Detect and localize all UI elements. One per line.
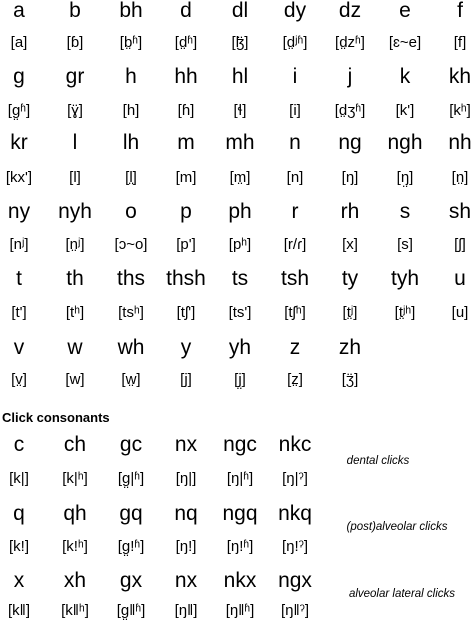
letter: gc (119, 433, 143, 456)
ipa-transcription: [l] (69, 169, 81, 186)
letter: u (454, 267, 466, 290)
ipa-row (0, 97, 474, 125)
ipa-transcription: [tʃ'] (176, 304, 196, 321)
ipa-transcription: [t̤ʲ] (342, 304, 358, 321)
ipa-transcription: [d̤zʱ] (335, 34, 365, 51)
letter: ch (63, 433, 87, 456)
ipa-transcription: [h] (122, 102, 140, 119)
letter: thsh (166, 267, 206, 290)
letter: th (66, 267, 84, 290)
letter-row (0, 0, 474, 25)
letter: s (399, 200, 411, 223)
dental-clicks-note: dental clicks (346, 455, 410, 467)
ipa-transcription: [ŋ|ʱ] (226, 470, 254, 487)
ipa-transcription: [ɮ̈] (231, 34, 249, 51)
letter: ngc (223, 433, 257, 456)
letter-row (0, 334, 474, 362)
letter: dy (283, 0, 307, 22)
ipa-transcription: [w̤] (121, 371, 141, 388)
letter: nh (448, 131, 472, 154)
letter: t (16, 267, 22, 290)
ipa-transcription: [p'] (176, 236, 196, 253)
letter: j (347, 65, 353, 88)
ipa-transcription: [z̤] (287, 371, 303, 388)
letter: q (13, 502, 25, 525)
ipa-transcription: [ts'] (228, 304, 252, 321)
ipa-transcription: [k!ʰ] (62, 538, 88, 555)
postalveolar-clicks-note: (post)alveolar clicks (346, 521, 448, 533)
ipa-transcription: [ŋ̤] (396, 169, 414, 186)
letter: g (13, 65, 25, 88)
letter: e (399, 0, 411, 22)
letter: n (289, 131, 301, 154)
letter: gq (119, 502, 143, 525)
ipa-transcription: [x] (342, 236, 358, 253)
letter: tsh (280, 267, 309, 290)
letter: yh (228, 336, 252, 359)
ipa-transcription: [n] (286, 169, 304, 186)
ipa-transcription: [u] (451, 304, 469, 321)
ipa-transcription: [n̤ʲ] (65, 236, 85, 253)
ipa-transcription: [r/ɾ] (283, 236, 307, 253)
letter: kh (448, 65, 472, 88)
letter: ts (231, 267, 249, 290)
letter: nq (174, 502, 198, 525)
ipa-transcription: [ɡ̤!ʱ] (117, 538, 145, 555)
letter: nyh (58, 200, 92, 223)
letter: f (457, 0, 463, 22)
letter: nkx (223, 569, 257, 592)
ipa-row (0, 29, 474, 57)
letter: mh (225, 131, 255, 154)
letter: p (180, 200, 192, 223)
ipa-transcription: [kx'] (5, 169, 33, 186)
ipa-row (0, 164, 474, 192)
letter: o (125, 200, 137, 223)
ipa-transcription: [ɣ̈] (67, 102, 83, 119)
ipa-transcription: [ɡ̤|ʱ] (117, 470, 145, 487)
ipa-transcription: [a] (10, 34, 28, 51)
letter: a (13, 0, 25, 22)
ipa-transcription: [k‖ʰ] (61, 602, 89, 619)
ipa-transcription: [tsʰ] (118, 304, 144, 321)
ipa-transcription: [ʃ] (454, 236, 466, 253)
letter: nx (174, 569, 198, 592)
letter: sh (448, 200, 472, 223)
letter: r (291, 200, 299, 223)
ipa-transcription: [d̤ʲʱ] (282, 34, 308, 51)
letter: b (69, 0, 81, 22)
ipa-transcription: [ŋ] (341, 169, 359, 186)
ipa-transcription: [w] (65, 371, 85, 388)
ipa-transcription: [l̤] (125, 169, 137, 186)
letter: zh (338, 336, 362, 359)
ipa-row (0, 299, 474, 327)
letter: y (180, 336, 192, 359)
ipa-transcription: [tʃʰ] (284, 304, 306, 321)
letter: ng (338, 131, 362, 154)
letter: lh (122, 131, 140, 154)
letter: ngx (278, 569, 312, 592)
letter: rh (340, 200, 360, 223)
letter: hl (231, 65, 249, 88)
ipa-transcription: [ŋ‖] (174, 602, 198, 619)
letter: v (13, 336, 25, 359)
click-consonants-heading: Click consonants (2, 410, 110, 425)
letter-row (0, 63, 474, 91)
letter-row (0, 265, 474, 293)
letter: d (180, 0, 192, 22)
letter: xh (63, 569, 87, 592)
letter: ths (116, 267, 145, 290)
ipa-transcription: [j] (180, 371, 192, 388)
ipa-transcription: [n̤] (451, 169, 469, 186)
ipa-transcription: [t'] (11, 304, 27, 321)
ipa-transcription: [ɦ] (177, 102, 195, 119)
letter: ngq (222, 502, 258, 525)
ipa-transcription: [v̤] (11, 371, 27, 388)
letter-row (0, 198, 474, 226)
ipa-transcription: [ɡ̤‖ʱ] (116, 602, 146, 619)
letter: ngh (387, 131, 423, 154)
ipa-transcription: [k!] (8, 538, 29, 555)
click-ipa-row (0, 533, 474, 561)
ipa-transcription: [m̤] (229, 169, 251, 186)
ipa-transcription: [tʰ] (65, 304, 85, 321)
letter: w (67, 336, 83, 359)
ipa-transcription: [ŋ!ˀ] (281, 538, 309, 555)
ipa-transcription: [k|] (9, 470, 29, 487)
letter: kr (10, 131, 28, 154)
letter: dl (231, 0, 249, 22)
ipa-transcription: [d̤ʒʱ] (334, 102, 366, 119)
letter: m (177, 131, 195, 154)
ipa-transcription: [nʲ] (9, 236, 29, 253)
letter: k (399, 65, 411, 88)
ipa-transcription: [k'] (395, 102, 415, 119)
ipa-transcription: [g̤ʱ] (7, 102, 31, 119)
letter: hh (174, 65, 198, 88)
letter: nkq (278, 502, 312, 525)
ipa-transcription: [ɓ] (66, 34, 84, 51)
ipa-transcription: [ŋ‖ˀ] (280, 602, 310, 619)
ipa-transcription: [ʒ̈] (341, 371, 359, 388)
letter-row (0, 129, 474, 157)
lateral-clicks-note: alveolar lateral clicks (348, 588, 456, 600)
letter: dz (338, 0, 362, 22)
letter: ph (228, 200, 252, 223)
letter: gr (65, 65, 85, 88)
ipa-transcription: [d̤ʱ] (174, 34, 198, 51)
letter: c (13, 433, 25, 456)
ipa-transcription: [b̤ʱ] (119, 34, 143, 51)
ipa-transcription: [t̤ʲʰ] (394, 304, 416, 321)
letter: tyh (390, 267, 419, 290)
letter: l (72, 131, 78, 154)
ipa-transcription: [k|ʰ] (62, 470, 88, 487)
letter: qh (63, 502, 87, 525)
letter: wh (117, 336, 145, 359)
ipa-transcription: [pʰ] (228, 236, 252, 253)
ipa-transcription: [ŋ!ʱ] (226, 538, 254, 555)
ipa-transcription: [ŋ|] (175, 470, 197, 487)
letter: h (125, 65, 137, 88)
ipa-transcription: [s] (397, 236, 413, 253)
letter: bh (119, 0, 143, 22)
letter: nkc (278, 433, 312, 456)
ipa-transcription: [m] (175, 169, 197, 186)
ipa-transcription: [ŋ|ˀ] (282, 470, 308, 487)
letter: ny (7, 200, 31, 223)
letter: i (292, 65, 298, 88)
ipa-transcription: [f] (453, 34, 467, 51)
ipa-transcription: [ɔ~o] (114, 236, 148, 253)
ipa-row (0, 366, 474, 394)
ipa-transcription: [k‖] (7, 602, 31, 619)
letter: z (289, 336, 301, 359)
ipa-transcription: [ŋ!] (175, 538, 197, 555)
letter: x (13, 569, 25, 592)
letter: ty (341, 267, 359, 290)
ipa-transcription: [kʰ] (449, 102, 471, 119)
click-ipa-row (0, 465, 474, 493)
letter: gx (119, 569, 143, 592)
ipa-transcription: [ɬ] (233, 102, 247, 119)
ipa-transcription: [j̤] (234, 371, 246, 388)
ipa-transcription: [ɛ~e] (388, 34, 422, 51)
ipa-transcription: [i] (289, 102, 301, 119)
ipa-row (0, 231, 474, 259)
letter: nx (174, 433, 198, 456)
ipa-transcription: [ŋ‖ʱ] (225, 602, 255, 619)
